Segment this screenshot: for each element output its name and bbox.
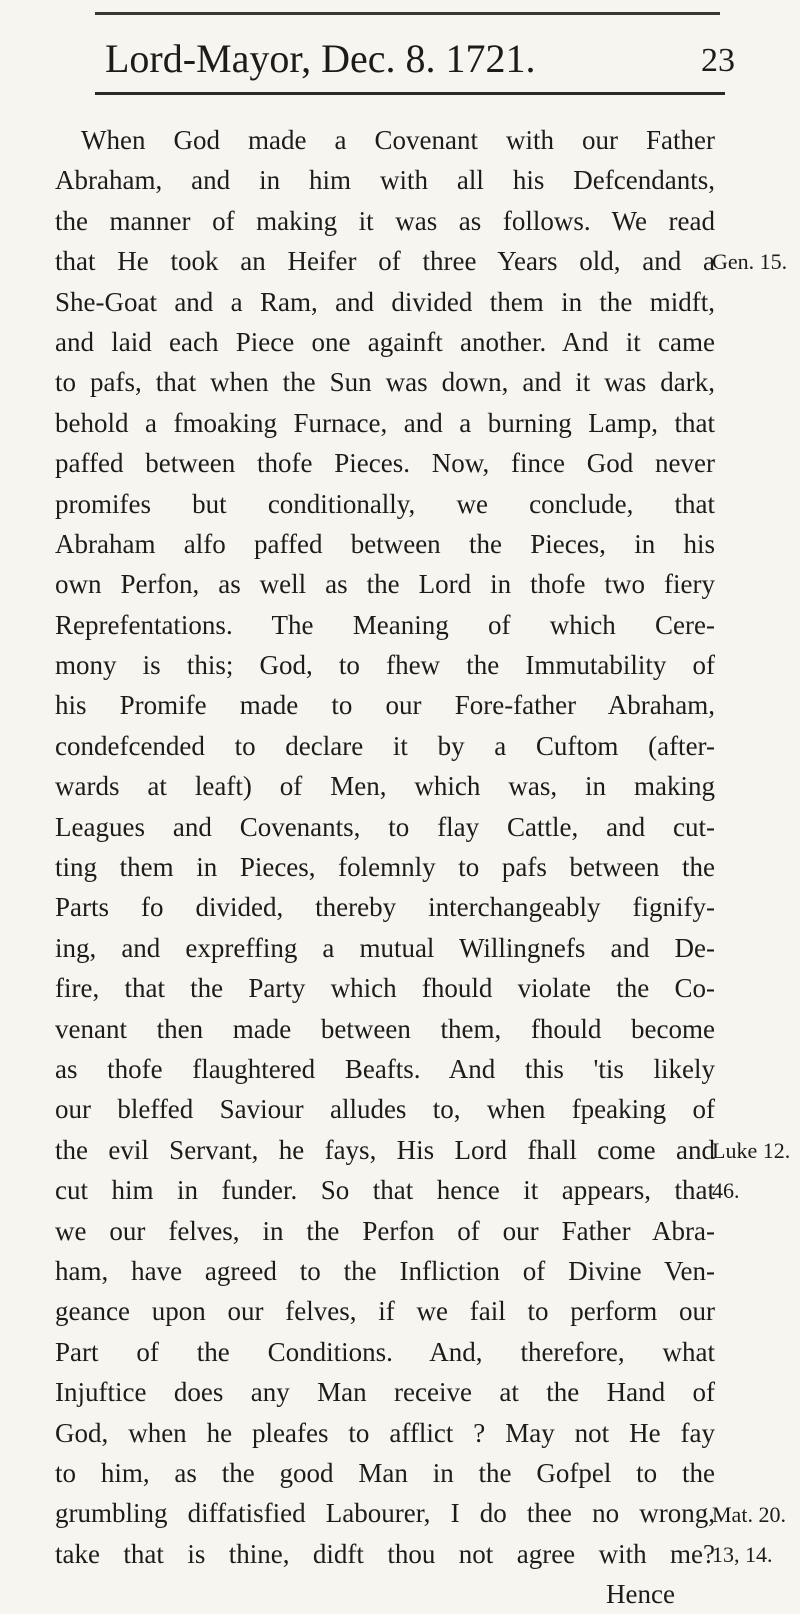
text-line: the evil Servant, he fays, His Lord fhall come and [55, 1134, 715, 1165]
text-line: geance upon our felves, if we fail to perform our [55, 1296, 715, 1327]
text-line: mony is this; God, to fhew the Immutability of [55, 650, 715, 681]
text-line: promifes but conditionally, we conclude, that [55, 488, 715, 519]
text-line: grumbling diffatisfied Labourer, I do thee no wrong, [55, 1498, 715, 1529]
text-line: condefcended to declare it by a Cuftom (after- [55, 730, 715, 761]
text-line: fire, that the Party which fhould violate the Co- [55, 973, 715, 1004]
text-line: to him, as the good Man in the Gofpel to the [55, 1457, 715, 1488]
text-line: his Promife made to our Fore-father Abraham, [55, 690, 715, 721]
margin-note: 46. [712, 1178, 740, 1204]
text-line: venant then made between them, fhould become [55, 1013, 715, 1044]
text-line: Leagues and Covenants, to flay Cattle, and cut- [55, 811, 715, 842]
text-line: our bleffed Saviour alludes to, when fpeaking of [55, 1094, 715, 1125]
text-line: we our felves, in the Perfon of our Father Abra- [55, 1215, 715, 1246]
text-line: own Perfon, as well as the Lord in thofe two fiery [55, 569, 715, 600]
text-line: ham, have agreed to the Infliction of Divine Ven- [55, 1255, 715, 1286]
text-line: wards at leaft) of Men, which was, in making [55, 771, 715, 802]
page-number: 23 [701, 42, 735, 79]
running-header [105, 30, 735, 88]
text-line: ting them in Pieces, folemnly to pafs between the [55, 852, 715, 883]
body-text [55, 120, 715, 1614]
text-line: Hence [606, 1579, 675, 1610]
running-title: Lord-Mayor, Dec. 8. 1721. [105, 36, 536, 81]
text-line: ing, and expreffing a mutual Willingnefs and De- [55, 932, 715, 963]
text-line: paffed between thofe Pieces. Now, fince God never [55, 448, 715, 479]
margin-note: Mat. 20. [712, 1501, 786, 1527]
text-line: take that is thine, didft thou not agree with me? [55, 1538, 715, 1569]
margin-note: 13, 14. [712, 1542, 773, 1567]
text-line: God, when he pleafes to afflict ? May not He fay [55, 1417, 715, 1448]
text-line: Injuftice does any Man receive at the Hand of [55, 1377, 715, 1408]
margin-note: Luke 12. [712, 1138, 791, 1163]
text-line: When God made a Covenant with our Father [81, 125, 715, 155]
text-line: behold a fmoaking Furnace, and a burning Lamp, that [55, 407, 715, 438]
header-rule [95, 92, 725, 95]
text-line: Abraham alfo paffed between the Pieces, in his [55, 528, 715, 559]
text-line: as thofe flaughtered Beafts. And this 'tis likely [55, 1053, 715, 1084]
text-line: Part of the Conditions. And, therefore, what [55, 1336, 715, 1367]
text-line: Parts fo divided, thereby interchangeably fignify- [55, 892, 715, 923]
text-line: She-Goat and a Ram, and divided them in the midft, [55, 286, 715, 317]
margin-note: Gen. 15. [712, 249, 788, 275]
text-line: the manner of making it was as follows. We read [55, 205, 715, 236]
text-line: that He took an Heifer of three Years old, and a [55, 246, 715, 277]
text-line: to pafs, that when the Sun was down, and it was dark, [55, 367, 715, 398]
top-rule [95, 12, 720, 15]
text-line: and laid each Piece one againft another. And it came [55, 326, 715, 357]
text-line: Reprefentations. The Meaning of which Cere- [55, 609, 715, 640]
text-line: Abraham, and in him with all his Defcendants, [55, 165, 715, 196]
text-line: cut him in funder. So that hence it appears, that [55, 1175, 715, 1206]
